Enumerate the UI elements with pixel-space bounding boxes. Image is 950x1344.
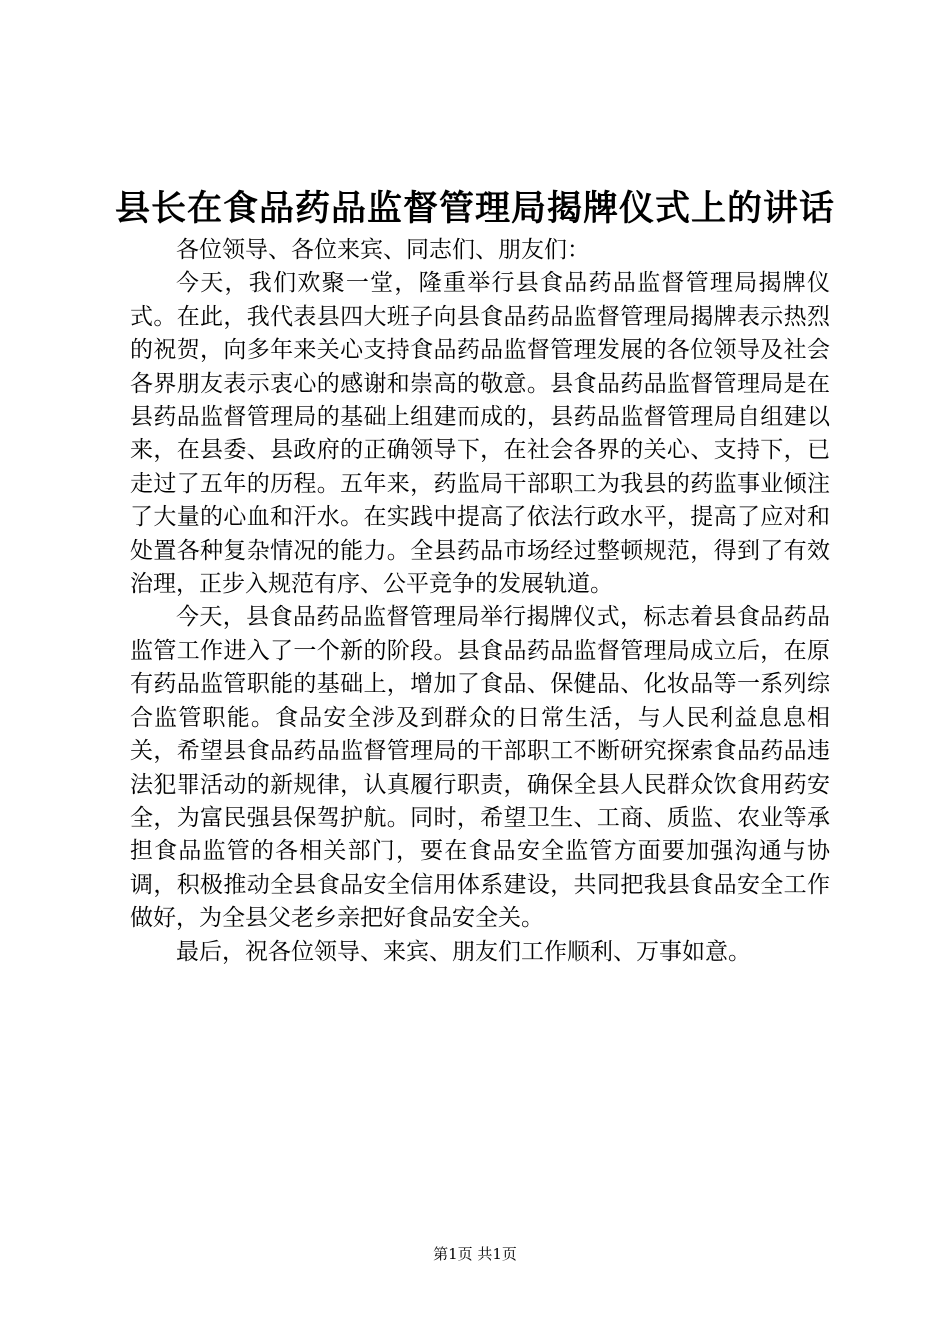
body-paragraph: 今天，我们欢聚一堂，隆重举行县食品药品监督管理局揭牌仪式。在此，我代表县四大班子向县食品药品监督管理局揭牌表示热烈的祝贺，向多年来关心支持食品药品监督管理发展的各位领导及社会各界朋友表示衷心的感谢和崇高的敬意。县食品药品监督管理局是在县药品监督管理局的基础上组建而成的，县药品监督管理局自组建以来，在县委、县政府的正确领导下，在社会各界的关心、支持下，已走过了五年的历程。五年来，药监局干部职工为我县的药监事业倾注了大量的心血和汗水。在实践中提高了依法行政水平，提高了应对和处置各种复杂情况的能力。全县药品市场经过整顿规范，得到了有效治理，正步入规范有序、公平竞争的发展轨道。 xyxy=(130,270,830,598)
salutation-paragraph: 各位领导、各位来宾、同志们、朋友们： xyxy=(176,237,590,263)
page-footer: 第1页 共1页 xyxy=(433,1245,517,1263)
document-body xyxy=(130,234,830,969)
document-title: 县长在食品药品监督管理局揭牌仪式上的讲话 xyxy=(114,188,835,229)
body-paragraph: 今天，县食品药品监督管理局举行揭牌仪式，标志着县食品药品监管工作进入了一个新的阶段。县食品药品监督管理局成立后，在原有药品监管职能的基础上，增加了食品、保健品、化妆品等一系列综合监管职能。食品安全涉及到群众的日常生活，与人民利益息息相关，希望县食品药品监督管理局的干部职工不断研究探索食品药品违法犯罪活动的新规律，认真履行职责，确保全县人民群众饮食用药安全，为富民强县保驾护航。同时，希望卫生、工商、质监、农业等承担食品监管的各相关部门，要在食品安全监管方面要加强沟通与协调，积极推动全县食品安全信用体系建设，共同把我县食品安全工作做好，为全县父老乡亲把好食品安全关。 xyxy=(130,604,830,932)
closing-paragraph: 最后，祝各位领导、来宾、朋友们工作顺利、万事如意。 xyxy=(176,938,751,965)
